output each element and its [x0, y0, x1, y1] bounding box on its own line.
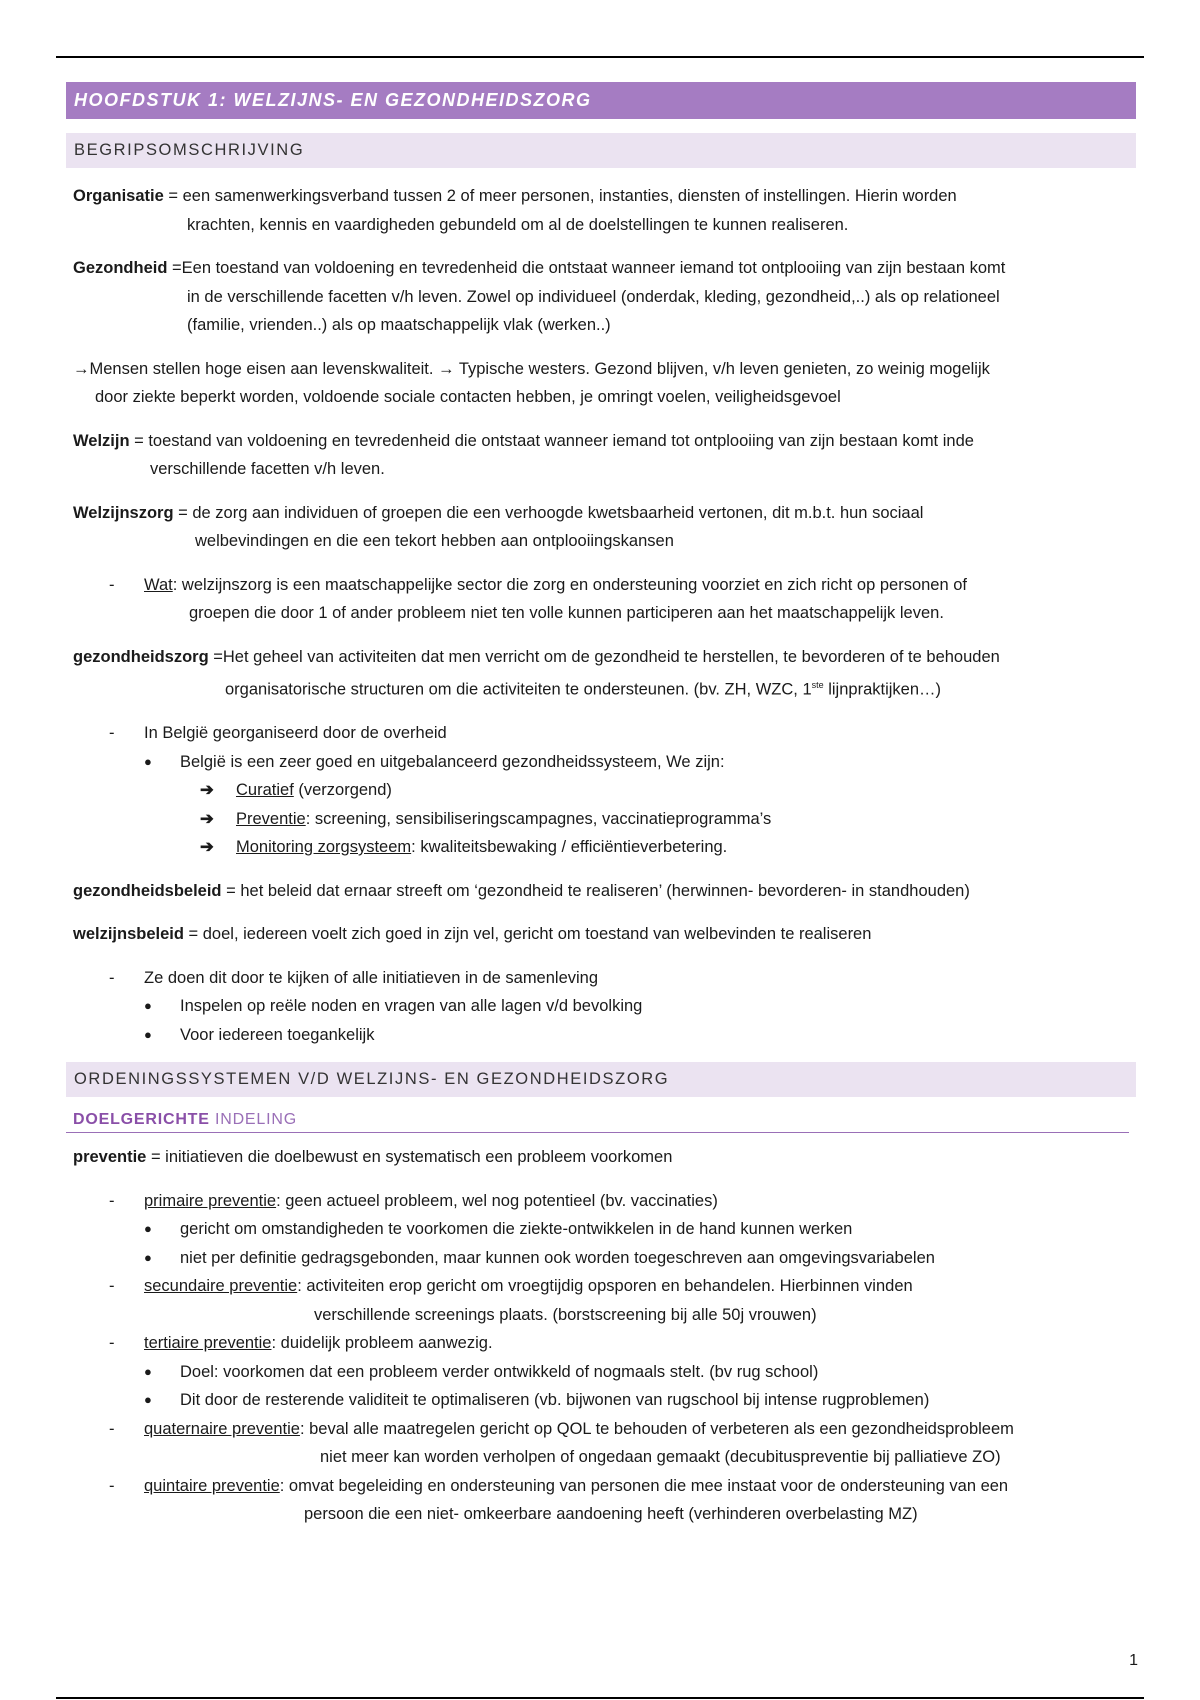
dash-marker: - — [109, 1419, 115, 1438]
label-preventie: Preventie — [236, 809, 306, 828]
definition-continuation: krachten, kennis en vaardigheden gebundeld om al de doelstellingen te kunnen realiseren. — [187, 215, 849, 234]
bullet-item — [66, 992, 1136, 1021]
superscript-ste: ste — [811, 680, 824, 690]
bullet-marker: ● — [144, 1026, 152, 1042]
arrow-icon: ➔ — [200, 809, 214, 828]
label-monitoring: Monitoring zorgsysteem — [236, 838, 412, 856]
dash-marker: - — [109, 1277, 115, 1295]
bullet-item-text: Voor iedereen toegankelijk — [180, 1025, 375, 1044]
term-gezondheidszorg: gezondheidszorg — [73, 647, 209, 666]
bullet-item-text: Inspelen op reële noden en vragen van alle lagen v/d bevolking — [180, 997, 643, 1015]
bullet-item — [66, 1021, 1136, 1050]
term-preventie: preventie — [73, 1148, 147, 1166]
definition-text: = een samenwerkingsverband tussen 2 of meer personen, instanties, diensten of instellingen. Hierin worden — [163, 187, 957, 205]
term-welzijnsbeleid: welzijnsbeleid — [73, 925, 184, 943]
page-content — [66, 82, 1136, 1544]
bullet-marker: ● — [144, 1392, 152, 1407]
arrow-icon: ➔ — [200, 838, 214, 856]
subsection-heading-part2: INDELING — [209, 1111, 297, 1128]
definition-continuation: in de verschillende facetten v/h leven. Zowel op individueel (onderdak, kleding, gezondheid,..) als op relationeel — [187, 287, 1000, 306]
bullet-marker: ● — [144, 998, 152, 1013]
gezondheidszorg-list — [66, 719, 1136, 862]
bullet-item-text: België is een zeer goed en uitgebalanceerd gezondheidssysteem, We zijn: — [180, 752, 725, 771]
welzijnszorg-list — [66, 571, 1136, 628]
list-item-primaire — [66, 1187, 1136, 1216]
list-item-quaternaire — [66, 1415, 1136, 1472]
definition-text: = initiatieven die doelbewust en systematisch een probleem voorkomen — [146, 1148, 673, 1166]
definition-gezondheidsbeleid — [73, 877, 1136, 906]
definition-preventie — [73, 1143, 1136, 1172]
bullet-item — [66, 748, 1136, 777]
definition-text: = toestand van voldoening en tevredenheid die ontstaat wanneer iemand tot ontplooiing van zijn bestaan komt inde — [129, 431, 974, 450]
section-heading-ordeningssystemen: ORDENINGSSYSTEMEN V/D WELZIJNS- EN GEZONDHEIDSZORG — [66, 1062, 1136, 1097]
list-item — [66, 719, 1136, 748]
list-item — [66, 571, 1136, 628]
bullet-item-text: niet per definitie gedragsgebonden, maar kunnen ook worden toegeschreven aan omgevingsvariabelen — [180, 1248, 935, 1267]
chapter-heading: HOOFDSTUK 1: WELZIJNS- EN GEZONDHEIDSZORG — [66, 82, 1136, 119]
definition-continuation: welbevindingen en die een tekort hebben aan ontplooiingskansen — [195, 532, 674, 550]
term-organisatie: Organisatie — [73, 187, 164, 205]
bullet-item-text: Dit door de resterende validiteit te optimaliseren (vb. bijwonen van rugschool bij intense rugproblemen) — [180, 1391, 930, 1409]
welzijnsbeleid-list — [66, 964, 1136, 1050]
bullet-marker: ● — [144, 1249, 152, 1265]
list-item-text: : geen actueel probleem, wel nog potentieel (bv. vaccinaties) — [276, 1191, 718, 1210]
list-item-text: : beval alle maatregelen gericht op QOL te behouden of verbeteren als een gezondheidsprobleem — [299, 1419, 1014, 1438]
definition-welzijn — [73, 427, 1136, 484]
bullet-item-text: gericht om omstandigheden te voorkomen die ziekte-ontwikkelen in de hand kunnen werken — [180, 1220, 853, 1238]
list-item-text: Ze doen dit door te kijken of alle initiatieven in de samenleving — [144, 968, 599, 987]
definition-gezondheid — [73, 254, 1136, 340]
term-gezondheid: Gezondheid — [73, 259, 168, 277]
paragraph-levenskwaliteit — [73, 355, 1136, 412]
bullet-item-text: Doel: voorkomen dat een probleem verder ontwikkeld of nogmaals stelt. (bv rug school) — [180, 1362, 819, 1381]
arrow-icon: ➔ — [200, 781, 214, 799]
definition-text: =Het geheel van activiteiten dat men verricht om de gezondheid te herstellen, te bevorderen of te behouden — [208, 647, 1000, 666]
section-heading-begripsomschrijving: BEGRIPSOMSCHRIJVING — [66, 133, 1136, 168]
continuation-text-end: lijnpraktijken…) — [823, 680, 942, 699]
definition-text: = doel, iedereen voelt zich goed in zijn vel, gericht om toestand van welbevinden te realiseren — [183, 925, 872, 943]
definition-text: = de zorg aan individuen of groepen die een verhoogde kwetsbaarheid vertonen, dit m.b.t. hun sociaal — [173, 503, 924, 522]
list-item-continuation: verschillende screenings plaats. (borstscreening bij alle 50j vrouwen) — [314, 1305, 817, 1324]
list-item-quintaire — [66, 1472, 1136, 1529]
arrow-item-text: : screening, sensibiliseringscampagnes, vaccinatieprogramma’s — [305, 809, 772, 828]
label-primaire-preventie: primaire preventie — [144, 1191, 277, 1210]
dash-marker: - — [109, 724, 115, 742]
term-welzijnszorg: Welzijnszorg — [73, 503, 174, 522]
dash-marker: - — [109, 575, 115, 594]
definition-text: = het beleid dat ernaar streeft om ‘gezondheid te realiseren’ (herwinnen- bevorderen- in standhouden) — [221, 881, 970, 900]
label-wat: Wat — [144, 575, 173, 594]
dash-marker: - — [109, 1476, 115, 1495]
list-item-text: : welzijnszorg is een maatschappelijke sector die zorg en ondersteuning voorziet en zich richt op personen of — [172, 575, 968, 594]
preventie-list — [66, 1187, 1136, 1529]
label-tertiaire-preventie: tertiaire preventie — [144, 1334, 272, 1352]
list-item-continuation: persoon die een niet- omkeerbare aandoening heeft (verhinderen overbelasting MZ) — [304, 1505, 918, 1523]
label-quaternaire-preventie: quaternaire preventie — [144, 1419, 300, 1438]
list-item-continuation: groepen die door 1 of ander probleem niet ten volle kunnen participeren aan het maatschappelijk leven. — [189, 604, 944, 622]
dash-marker: - — [109, 1334, 115, 1352]
label-curatief: Curatief — [236, 781, 294, 799]
arrow-item-text: : kwaliteitsbewaking / efficiëntieverbetering. — [411, 838, 728, 856]
bullet-marker: ● — [144, 1221, 152, 1236]
subsection-heading-part1: DOELGERICHTE — [73, 1111, 210, 1128]
bullet-marker: ● — [144, 753, 152, 769]
definition-text: =Een toestand van voldoening en tevredenheid die ontstaat wanneer iemand tot ontplooiing van zijn bestaan komt — [167, 259, 1006, 277]
definition-welzijnsbeleid — [73, 920, 1136, 949]
arrow-item — [66, 805, 1136, 834]
bullet-item — [66, 1244, 1136, 1273]
arrow-item — [66, 833, 1136, 862]
list-item-text: : omvat begeleiding en ondersteuning van personen die mee instaat voor de ondersteuning van een — [279, 1476, 1009, 1495]
dash-marker: - — [109, 1191, 115, 1210]
arrow-item — [66, 776, 1136, 805]
term-welzijn: Welzijn — [73, 431, 130, 450]
definition-continuation: (familie, vrienden..) als op maatschappelijk vlak (werken..) — [187, 316, 611, 334]
paragraph-text: →Mensen stellen hoge eisen aan levenskwaliteit. → Typische westers. Gezond blijven, v/h leven genieten, zo weinig mogelijk — [73, 359, 990, 378]
term-gezondheidsbeleid: gezondheidsbeleid — [73, 881, 222, 900]
label-quintaire-preventie: quintaire preventie — [144, 1476, 280, 1495]
definition-organisatie — [73, 182, 1136, 239]
list-item-text: : activiteiten erop gericht om vroegtijdig opsporen en behandelen. Hierbinnen vinden — [297, 1277, 913, 1295]
definition-gezondheidszorg — [73, 643, 1136, 705]
definition-continuation — [73, 671, 1136, 704]
list-item — [66, 964, 1136, 993]
list-item-text: In België georganiseerd door de overheid — [144, 724, 447, 742]
paragraph-continuation: door ziekte beperkt worden, voldoende sociale contacten hebben, je omringt voelen, veiligheidsgevoel — [95, 388, 841, 406]
top-rule — [56, 56, 1144, 58]
list-item-text: : duidelijk probleem aanwezig. — [271, 1334, 493, 1352]
bullet-marker: ● — [144, 1363, 152, 1379]
list-item-tertiaire — [66, 1329, 1136, 1358]
dash-marker: - — [109, 968, 115, 987]
bullet-item — [66, 1215, 1136, 1244]
page-number: 1 — [1129, 1652, 1138, 1669]
definition-continuation: verschillende facetten v/h leven. — [150, 460, 385, 478]
definition-welzijnszorg — [73, 499, 1136, 556]
bottom-rule — [56, 1697, 1144, 1699]
label-secundaire-preventie: secundaire preventie — [144, 1277, 298, 1295]
subsection-heading-doelgerichte-indeling — [66, 1111, 1129, 1133]
list-item-secundaire — [66, 1272, 1136, 1329]
list-item-continuation: niet meer kan worden verholpen of ongedaan gemaakt (decubituspreventie bij palliatieve ZO) — [320, 1448, 1001, 1466]
continuation-text: organisatorische structuren om die activiteiten te ondersteunen. (bv. ZH, WZC, 1 — [225, 680, 812, 699]
bullet-item — [66, 1386, 1136, 1415]
arrow-item-text: (verzorgend) — [293, 781, 392, 799]
bullet-item — [66, 1358, 1136, 1387]
